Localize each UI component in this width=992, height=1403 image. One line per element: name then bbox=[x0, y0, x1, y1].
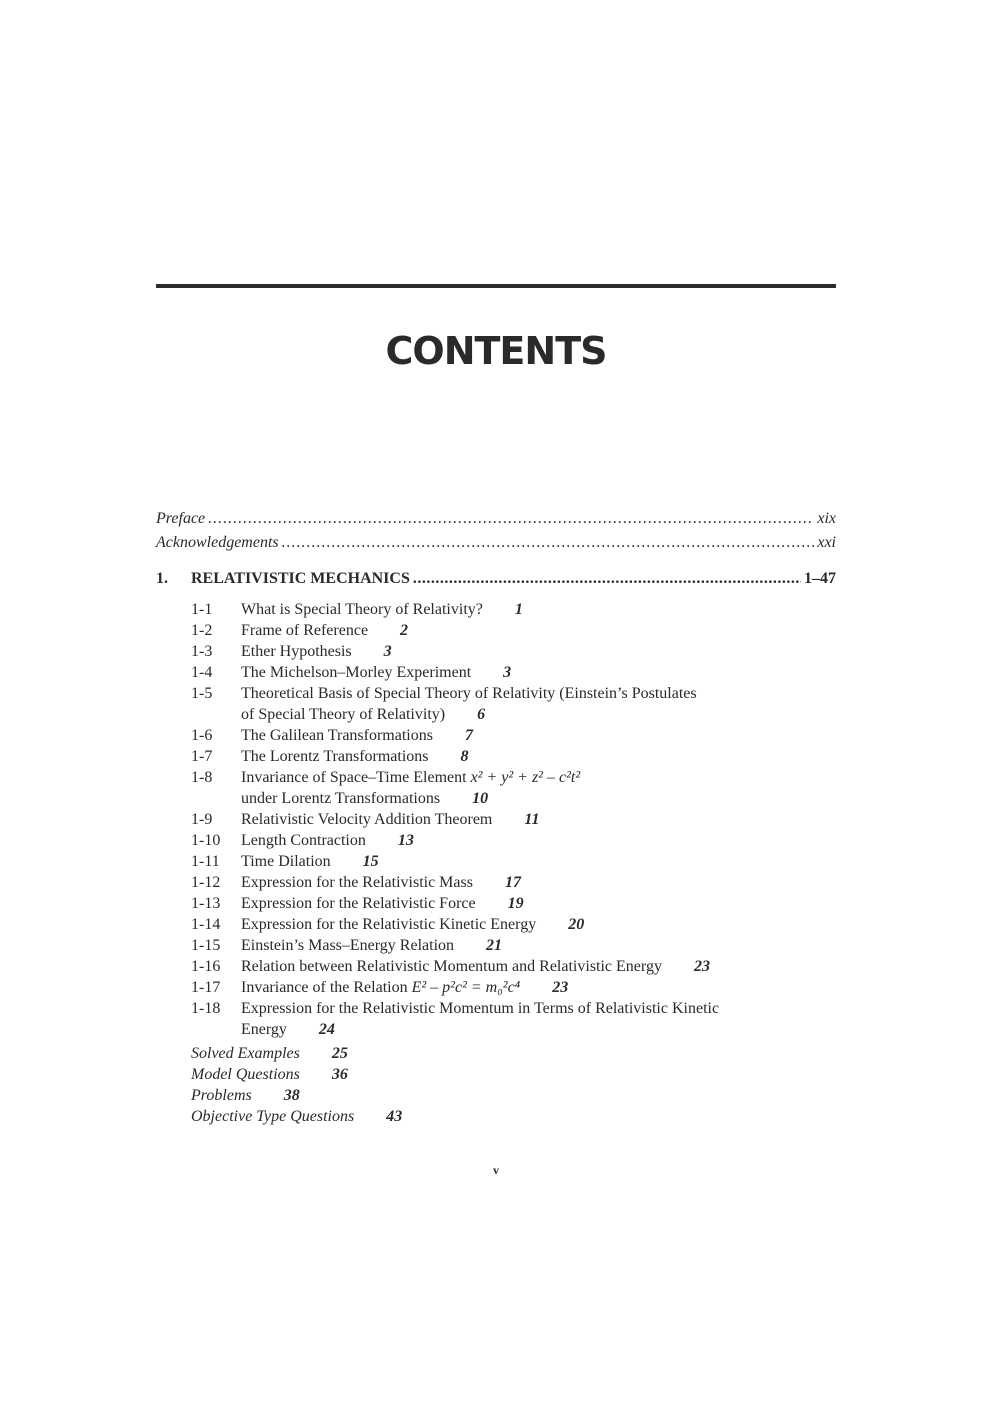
section-page: 10 bbox=[472, 790, 489, 807]
section-page: 20 bbox=[568, 916, 585, 933]
section-page: 13 bbox=[397, 832, 414, 849]
dot-leader bbox=[282, 534, 815, 552]
toc-entry-acknowledgements[interactable] bbox=[156, 534, 836, 558]
section-page: 17 bbox=[504, 874, 521, 891]
section-title: Time Dilation bbox=[241, 853, 331, 870]
toc-extra-solved-examples[interactable] bbox=[191, 1043, 348, 1064]
section-formula: E² – p²c² = m₀²c⁴ bbox=[411, 979, 521, 996]
extra-label: Solved Examples bbox=[191, 1045, 300, 1062]
toc-chapter-1[interactable] bbox=[156, 570, 836, 594]
section-title: Expression for the Relativistic Kinetic Energy bbox=[241, 916, 537, 933]
page-title: CONTENTS bbox=[385, 329, 607, 373]
section-page: 2 bbox=[400, 622, 409, 639]
section-title: Ether Hypothesis bbox=[241, 643, 352, 660]
chapter-title: RELATIVISTIC MECHANICS bbox=[191, 570, 410, 587]
section-title: Invariance of Space–Time Element bbox=[241, 769, 467, 786]
section-title: Relation between Relativistic Momentum and Relativistic Energy bbox=[241, 958, 662, 975]
chapter-number: 1. bbox=[156, 570, 168, 587]
toc-entry-page: xxi bbox=[817, 534, 836, 551]
extra-label: Objective Type Questions bbox=[191, 1108, 355, 1125]
section-title: Frame of Reference bbox=[241, 622, 369, 639]
section-title: Energy bbox=[241, 1021, 287, 1038]
extra-page: 43 bbox=[386, 1108, 403, 1125]
toc-entry-preface[interactable] bbox=[156, 510, 836, 534]
section-number: 1-4 bbox=[191, 664, 213, 681]
section-number: 1-3 bbox=[191, 643, 213, 660]
section-page: 23 bbox=[552, 979, 569, 996]
toc-entry-label: Acknowledgements bbox=[156, 534, 279, 551]
section-title: under Lorentz Transformations bbox=[241, 790, 441, 807]
section-number: 1-5 bbox=[191, 685, 213, 702]
toc-extra-problems[interactable] bbox=[191, 1085, 300, 1106]
extra-page: 36 bbox=[331, 1066, 348, 1083]
section-page: 3 bbox=[383, 643, 392, 660]
page-number: v bbox=[493, 1163, 499, 1177]
section-page: 6 bbox=[477, 706, 486, 723]
section-page: 8 bbox=[460, 748, 469, 765]
section-number: 1-1 bbox=[191, 601, 213, 618]
section-number: 1-14 bbox=[191, 916, 221, 933]
section-number: 1-8 bbox=[191, 769, 213, 786]
chapter-pages: 1–47 bbox=[804, 570, 836, 587]
section-page: 24 bbox=[318, 1021, 335, 1038]
toc-extra-objective-questions[interactable] bbox=[191, 1106, 402, 1127]
section-page: 11 bbox=[524, 811, 540, 828]
section-number: 1-10 bbox=[191, 832, 221, 849]
section-page: 15 bbox=[362, 853, 379, 870]
section-page: 23 bbox=[693, 958, 710, 975]
section-page: 7 bbox=[464, 727, 473, 744]
section-formula: x² + y² + z² – c²t² bbox=[470, 769, 581, 786]
section-number: 1-6 bbox=[191, 727, 213, 744]
extra-page: 38 bbox=[283, 1087, 300, 1104]
section-page: 19 bbox=[507, 895, 524, 912]
section-title: Invariance of the Relation bbox=[241, 979, 408, 996]
extra-page: 25 bbox=[331, 1045, 348, 1062]
section-number: 1-2 bbox=[191, 622, 213, 639]
extra-label: Model Questions bbox=[191, 1066, 300, 1083]
section-title: Relativistic Velocity Addition Theorem bbox=[241, 811, 493, 828]
dot-leader bbox=[208, 510, 814, 528]
section-number: 1-16 bbox=[191, 958, 221, 975]
extra-label: Problems bbox=[191, 1087, 252, 1104]
section-number: 1-11 bbox=[191, 853, 220, 870]
section-title: The Michelson–Morley Experiment bbox=[241, 664, 472, 681]
toc-extra-model-questions[interactable] bbox=[191, 1064, 348, 1085]
toc-entry-page: xix bbox=[817, 510, 836, 527]
section-number: 1-13 bbox=[191, 895, 221, 912]
section-title: Length Contraction bbox=[241, 832, 366, 849]
section-number: 1-12 bbox=[191, 874, 221, 891]
section-title: of Special Theory of Relativity) bbox=[241, 706, 446, 723]
section-title: Expression for the Relativistic Mass bbox=[241, 874, 473, 891]
section-page: 1 bbox=[514, 601, 523, 618]
section-number: 1-17 bbox=[191, 979, 221, 996]
dot-leader bbox=[413, 570, 801, 588]
section-number: 1-18 bbox=[191, 1000, 221, 1017]
section-title: The Galilean Transformations bbox=[241, 727, 433, 744]
section-title: What is Special Theory of Relativity? bbox=[241, 601, 483, 618]
section-title: Expression for the Relativistic Momentum in Terms of Relativistic Kinetic bbox=[241, 1000, 720, 1017]
toc-entry-label: Preface bbox=[156, 510, 206, 527]
section-title: Einstein’s Mass–Energy Relation bbox=[241, 937, 455, 954]
section-number: 1-15 bbox=[191, 937, 221, 954]
section-title: Theoretical Basis of Special Theory of Relativity (Einstein’s Postulates bbox=[241, 685, 697, 702]
header-rule bbox=[156, 284, 836, 288]
section-title: Expression for the Relativistic Force bbox=[241, 895, 476, 912]
section-title: The Lorentz Transformations bbox=[241, 748, 429, 765]
section-page: 3 bbox=[503, 664, 512, 681]
section-number: 1-9 bbox=[191, 811, 213, 828]
section-number: 1-7 bbox=[191, 748, 213, 765]
section-page: 21 bbox=[486, 937, 503, 954]
